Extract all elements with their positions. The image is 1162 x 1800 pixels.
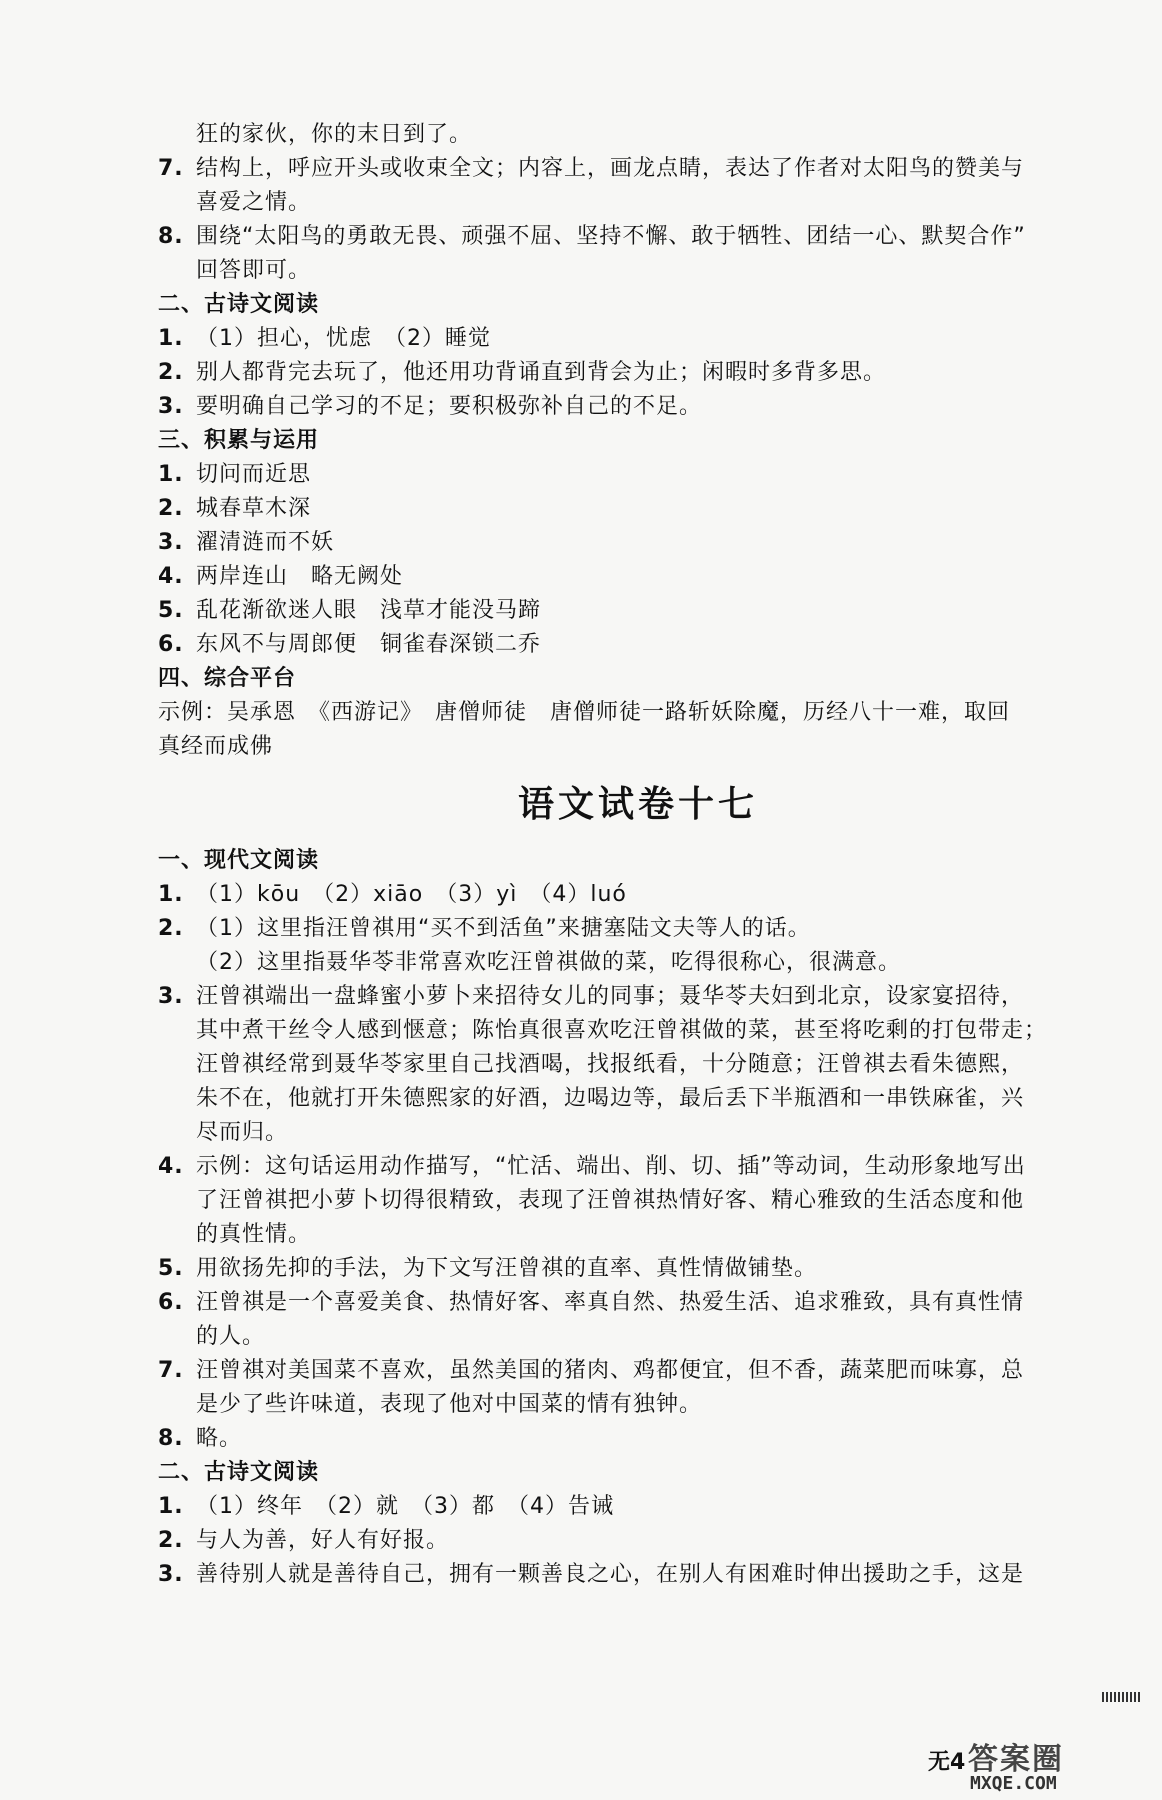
item-number: 3. <box>158 984 184 1009</box>
item-number: 8. <box>158 224 184 249</box>
item-text: 结构上，呼应开头或收束全文；内容上，画龙点睛，表达了作者对太阳鸟的赞美与 <box>196 156 1025 181</box>
answer-item <box>158 560 1118 594</box>
answer-item <box>158 356 1118 390</box>
item-number: 1. <box>158 326 184 351</box>
text-line: 示例：吴承恩 《西游记》 唐僧师徒 唐僧师徒一路斩妖除魔，历经八十一难，取回 <box>158 700 1011 725</box>
item-number: 3. <box>158 1562 184 1587</box>
answer-item <box>158 980 1118 1014</box>
answer-item <box>158 526 1118 560</box>
item-text: 示例：这句话运用动作描写，“忙活、端出、削、切、插”等动词，生动形象地写出 <box>196 1154 1026 1179</box>
item-number: 2. <box>158 360 184 385</box>
item-text: 汪曾祺对美国菜不喜欢，虽然美国的猪肉、鸡都便宜，但不香，蔬菜肥而味寡，总 <box>196 1358 1025 1383</box>
section-heading: 三、积累与运用 <box>158 428 320 453</box>
item-text: 要明确自己学习的不足；要积极弥补自己的不足。 <box>196 394 703 419</box>
item-text: （1）这里指汪曾祺用“买不到活鱼”来搪塞陆文夫等人的话。 <box>196 916 811 941</box>
item-text: 两岸连山 略无阙处 <box>196 564 404 589</box>
text-line: 汪曾祺经常到聂华苓家里自己找酒喝，找报纸看，十分随意；汪曾祺去看朱德熙， <box>196 1052 1025 1077</box>
paper-title: 语文试卷十七 <box>517 783 758 825</box>
text-line: 尽而归。 <box>196 1120 289 1145</box>
scan-mark <box>1102 1692 1142 1702</box>
item-text: （1）终年 （2）就 （3）都 （4）告诫 <box>196 1494 614 1519</box>
answer-item <box>158 220 1118 254</box>
answer-item <box>158 1524 1118 1558</box>
item-text: 围绕“太阳鸟的勇敢无畏、顽强不屈、坚持不懈、敢于牺牲、团结一心、默契合作” <box>196 224 1026 249</box>
text-line: 狂的家伙，你的末日到了。 <box>196 122 473 147</box>
section-heading: 二、古诗文阅读 <box>158 292 320 317</box>
item-text: 汪曾祺是一个喜爱美食、热情好客、率真自然、热爱生活、追求雅致，具有真性情 <box>196 1290 1025 1315</box>
item-number: 8. <box>158 1426 184 1451</box>
item-text: 略。 <box>196 1426 243 1451</box>
item-text: 与人为善，好人有好报。 <box>196 1528 450 1553</box>
section-heading: 一、现代文阅读 <box>158 848 320 873</box>
item-number: 4. <box>158 564 184 589</box>
answer-item <box>158 878 1118 912</box>
answer-item <box>158 1422 1118 1456</box>
text-line: 的人。 <box>196 1324 266 1349</box>
item-text: 切问而近思 <box>196 462 312 487</box>
item-text: 别人都背完去玩了，他还用功背诵直到背会为止；闲暇时多背多思。 <box>196 360 887 385</box>
watermark-logo <box>958 1734 1148 1794</box>
item-text: 用欲扬先抑的手法，为下文写汪曾祺的直率、真性情做铺垫。 <box>196 1256 818 1281</box>
item-number: 3. <box>158 394 184 419</box>
text-line: 的真性情。 <box>196 1222 312 1247</box>
answer-item <box>158 390 1118 424</box>
item-number: 2. <box>158 496 184 521</box>
answer-item <box>158 152 1118 186</box>
answer-item <box>158 594 1118 628</box>
item-text: 乱花渐欲迷人眼 浅草才能没马蹄 <box>196 598 542 623</box>
answer-item <box>158 1286 1118 1320</box>
answer-item <box>158 458 1118 492</box>
item-number: 5. <box>158 598 184 623</box>
answer-item <box>158 322 1118 356</box>
item-number: 3. <box>158 530 184 555</box>
answer-item <box>158 492 1118 526</box>
item-number: 5. <box>158 1256 184 1281</box>
text-line: 真经而成佛 <box>158 734 274 759</box>
item-number: 7. <box>158 1358 184 1383</box>
item-number: 2. <box>158 1528 184 1553</box>
text-line: 喜爱之情。 <box>196 190 312 215</box>
watermark-text: 答案圈 <box>968 1742 1064 1777</box>
item-text: （1）担心，忧虑 （2）睡觉 <box>196 326 491 351</box>
item-text: 濯清涟而不妖 <box>196 530 335 555</box>
answer-item <box>158 1252 1118 1286</box>
text-line: 回答即可。 <box>196 258 312 283</box>
answer-item <box>158 628 1118 662</box>
item-number: 6. <box>158 632 184 657</box>
text-line: 是少了些许味道，表现了他对中国菜的情有独钟。 <box>196 1392 703 1417</box>
section-heading: 四、综合平台 <box>158 666 297 691</box>
page-footer <box>928 1724 1148 1794</box>
item-number: 1. <box>158 1494 184 1519</box>
item-text: 善待别人就是善待自己，拥有一颗善良之心，在别人有困难时伸出援助之手，这是 <box>196 1562 1025 1587</box>
item-number: 4. <box>158 1154 184 1179</box>
item-text: 汪曾祺端出一盘蜂蜜小萝卜来招待女儿的同事；聂华苓夫妇到北京，设家宴招待， <box>196 984 1025 1009</box>
answer-item <box>158 1354 1118 1388</box>
answer-item <box>158 912 1118 946</box>
item-text: 东风不与周郎便 铜雀春深锁二乔 <box>196 632 542 657</box>
text-line: 朱不在，他就打开朱德熙家的好酒，边喝边等，最后丢下半瓶酒和一串铁麻雀，兴 <box>196 1086 1025 1111</box>
item-number: 1. <box>158 462 184 487</box>
answer-item <box>158 1490 1118 1524</box>
page-mark: 无4 <box>928 1750 966 1775</box>
answer-content <box>158 118 1118 1592</box>
item-number: 1. <box>158 882 184 907</box>
item-text: （1）kōu （2）xiāo （3）yì （4）luó <box>196 882 627 907</box>
text-line: 其中煮干丝令人感到惬意；陈怡真很喜欢吃汪曾祺做的菜，甚至将吃剩的打包带走； <box>196 1018 1048 1043</box>
answer-item <box>158 1558 1118 1592</box>
answer-item <box>158 1150 1118 1184</box>
item-number: 6. <box>158 1290 184 1315</box>
item-text: 城春草木深 <box>196 496 312 521</box>
section-heading: 二、古诗文阅读 <box>158 1460 320 1485</box>
item-number: 7. <box>158 156 184 181</box>
text-line: 了汪曾祺把小萝卜切得很精致，表现了汪曾祺热情好客、精心雅致的生活态度和他 <box>196 1188 1025 1213</box>
watermark-site: MXQE.COM <box>970 1773 1057 1794</box>
text-line: （2）这里指聂华苓非常喜欢吃汪曾祺做的菜，吃得很称心，很满意。 <box>196 950 901 975</box>
item-number: 2. <box>158 916 184 941</box>
